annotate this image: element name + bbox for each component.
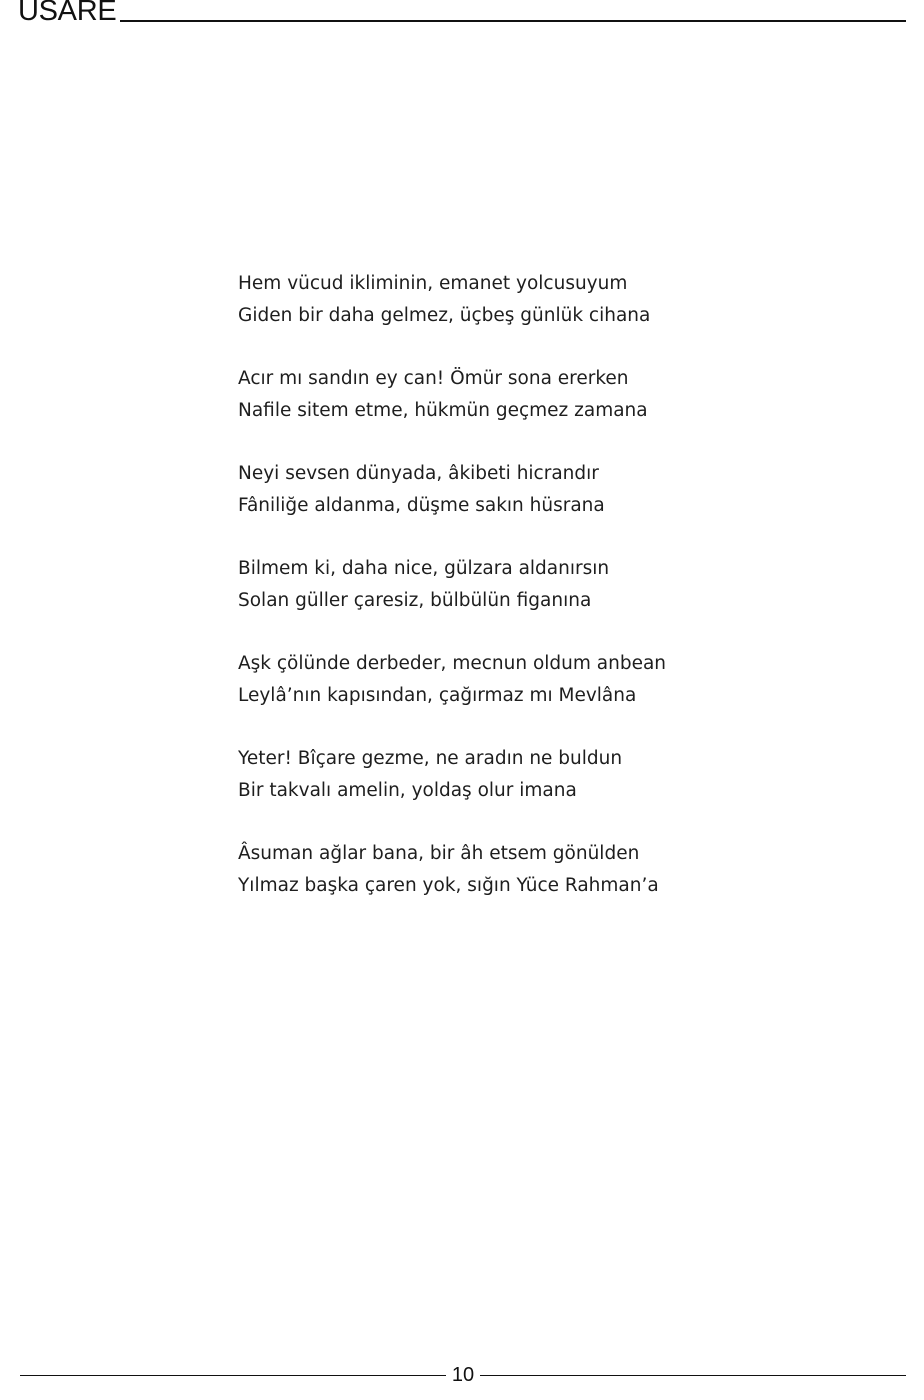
footer-rule-right [480, 1375, 906, 1376]
poem-line: Yeter! Bîçare gezme, ne aradın ne buldun [238, 748, 623, 769]
stanza-5 [238, 648, 838, 712]
poem-line: Acır mı sandın ey can! Ömür sona ererken [238, 368, 629, 389]
running-header-title: USARE [18, 0, 117, 27]
poem-line: Fâniliğe aldanma, düşme sakın hüsrana [238, 495, 605, 516]
footer-rule-left [20, 1375, 446, 1376]
poem-line: Yılmaz başka çaren yok, sığın Yüce Rahman’a [238, 875, 659, 896]
poem-line: Solan güller çaresiz, bülbülün figanına [238, 590, 592, 611]
poem-line: Aşk çölünde derbeder, mecnun oldum anbean [238, 653, 667, 674]
stanza-7 [238, 838, 838, 902]
poem-line: Nafile sitem etme, hükmün geçmez zamana [238, 400, 648, 421]
poem-line: Hem vücud ikliminin, emanet yolcusuyum [238, 273, 628, 294]
poem-line: Bir takvalı amelin, yoldaş olur imana [238, 780, 577, 801]
poem-line: Giden bir daha gelmez, üçbeş günlük cihana [238, 305, 651, 326]
stanza-1 [238, 268, 838, 332]
stanza-2 [238, 363, 838, 427]
poem-line: Bilmem ki, daha nice, gülzara aldanırsın [238, 558, 610, 579]
stanza-3 [238, 458, 838, 522]
header-rule [120, 20, 906, 22]
page-footer [20, 1363, 906, 1387]
poem [238, 268, 838, 933]
stanza-4 [238, 553, 838, 617]
stanza-6 [238, 743, 838, 807]
page-header [18, 0, 906, 26]
poem-line: Leylâ’nın kapısından, çağırmaz mı Mevlâna [238, 685, 637, 706]
poem-line: Âsuman ağlar bana, bir âh etsem gönülden [238, 843, 640, 864]
page-number: 10 [451, 1363, 475, 1386]
poem-line: Neyi sevsen dünyada, âkibeti hicrandır [238, 463, 599, 484]
